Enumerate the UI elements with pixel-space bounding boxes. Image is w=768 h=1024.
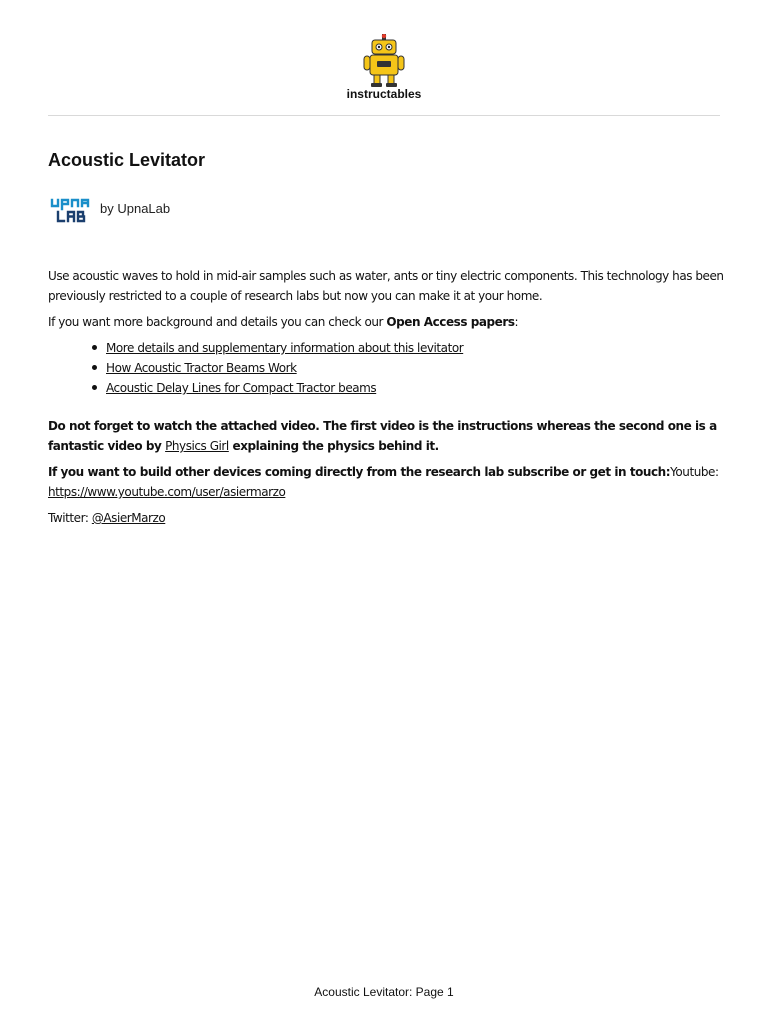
video-note-paragraph: [48, 416, 724, 456]
paper-link-details[interactable]: More details and supplementary information about this levitator: [106, 341, 464, 355]
contact-paragraph: [48, 462, 724, 502]
physics-girl-link[interactable]: Physics Girl: [165, 439, 229, 453]
page-title: Acoustic Levitator: [48, 150, 206, 170]
youtube-label: Youtube:: [670, 465, 719, 479]
author-byline: by UpnaLab: [100, 200, 171, 216]
twitter-link[interactable]: @AsierMarzo: [91, 511, 166, 525]
author-info: [48, 197, 170, 225]
paper-link-delay-lines[interactable]: Acoustic Delay Lines for Compact Tractor beams: [106, 381, 377, 395]
upnalab-logo: [48, 197, 94, 225]
header-divider: [48, 115, 720, 116]
intro-paragraph: Use acoustic waves to hold in mid-air samples such as water, ants or tiny electric components. This technology has been previously restricted to a couple of research labs but now you can make it at your home.: [48, 269, 724, 303]
open-access-label: Open Access papers: [386, 315, 515, 329]
video-note-end: explaining the physics behind it.: [228, 439, 439, 453]
list-item: [48, 378, 724, 398]
background-colon: :: [514, 315, 519, 329]
contact-text: If you want to build other devices coming directly from the research lab subscribe or get in touch:: [48, 465, 671, 479]
list-item: [48, 358, 724, 378]
list-item: [48, 338, 724, 358]
page-header: [0, 0, 768, 116]
youtube-link[interactable]: https://www.youtube.com/user/asiermarzo: [48, 485, 286, 499]
twitter-label: Twitter:: [48, 511, 92, 525]
twitter-paragraph: [48, 508, 724, 528]
background-text: If you want more background and details you can check our: [48, 315, 387, 329]
video-note-text: Do not forget to watch the attached video. The first video is the instructions whereas the second one is a fantastic video by: [48, 419, 717, 453]
article-body: [48, 266, 724, 528]
site-brand: instructables: [346, 87, 422, 101]
instructables-robot-icon: [362, 34, 406, 88]
papers-list: [48, 338, 724, 398]
paper-link-tractor-beams[interactable]: How Acoustic Tractor Beams Work: [106, 361, 297, 375]
page-footer: Acoustic Levitator: Page 1: [314, 985, 454, 999]
background-paragraph: [48, 312, 724, 332]
